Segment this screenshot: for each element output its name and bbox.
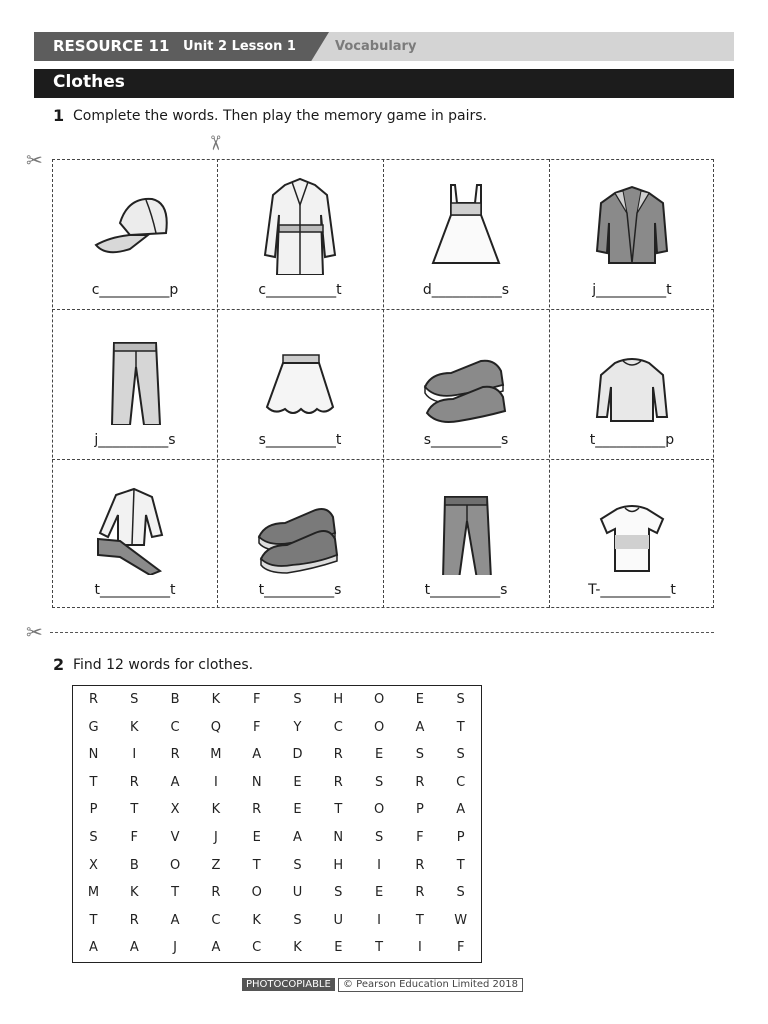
word-search-letter[interactable]: S (293, 692, 302, 707)
jacket-icon (587, 175, 677, 275)
word-search-letter[interactable]: H (333, 857, 344, 873)
word-search-letter[interactable]: V (170, 830, 180, 845)
word-search-letter[interactable]: W (454, 912, 468, 928)
word-search-letter[interactable]: I (377, 912, 382, 928)
word-search-letter[interactable]: J (173, 940, 178, 956)
word-search-letter[interactable]: A (252, 747, 262, 763)
scissors-icon: ✂ (203, 134, 228, 152)
word-search-letter[interactable]: T (171, 885, 180, 901)
word-search-letter[interactable]: F (130, 830, 139, 845)
tshirt-icon (587, 475, 677, 575)
word-search-letter[interactable]: A (293, 830, 302, 845)
word-search-letter[interactable]: T (375, 940, 384, 956)
card-dress (384, 160, 548, 310)
word-search-letter[interactable]: N (333, 830, 344, 845)
word-search-letter[interactable]: S (293, 912, 302, 928)
card-jacket (550, 160, 714, 310)
page-title: Clothes (53, 72, 125, 92)
word-search-letter[interactable]: Z (211, 857, 221, 873)
card-skirt (218, 310, 382, 460)
card-word: s__________s (423, 432, 509, 448)
word-search-letter[interactable]: Y (293, 719, 302, 735)
word-search-letter[interactable]: I (377, 857, 382, 873)
word-search-letter[interactable]: K (130, 719, 139, 735)
word-search-letter[interactable]: S (456, 747, 465, 763)
card-trainers (218, 460, 382, 610)
word-search-letter[interactable]: C (170, 719, 180, 735)
card-word: t__________s (258, 582, 342, 598)
word-search-letter[interactable]: T (252, 857, 261, 873)
exercise2-number: 2 (53, 655, 65, 674)
word-search-letter[interactable]: O (373, 802, 385, 818)
word-search-letter[interactable]: A (170, 774, 180, 790)
word-search-letter[interactable]: C (252, 940, 262, 956)
exercise1-instruction: Complete the words. Then play the memory game in pairs. (73, 108, 488, 124)
cut-line (50, 632, 714, 633)
word-search-letter[interactable]: R (252, 802, 262, 818)
word-search-letter[interactable]: B (129, 857, 139, 873)
word-search-letter[interactable]: K (211, 692, 221, 707)
word-search-letter[interactable]: U (292, 885, 303, 901)
card-word: j__________t (592, 282, 672, 298)
word-search-letter[interactable]: S (415, 747, 425, 763)
word-search-letter[interactable]: E (252, 830, 261, 845)
word-search-letter[interactable]: R (211, 885, 221, 901)
word-search-letter[interactable]: K (130, 885, 139, 901)
word-search-letter[interactable]: Q (210, 719, 221, 735)
word-search-letter[interactable]: G (88, 719, 99, 735)
word-search-letter[interactable]: P (415, 802, 424, 818)
word-search-letter[interactable]: J (213, 830, 218, 845)
word-search-letter[interactable]: E (374, 885, 384, 901)
word-search-letter[interactable]: U (333, 912, 344, 928)
word-search-letter[interactable]: H (333, 692, 344, 707)
word-search-letter[interactable]: C (456, 774, 466, 790)
word-search-letter[interactable]: S (89, 830, 98, 845)
word-search-letter[interactable]: N (251, 774, 262, 790)
card-tracksuit (53, 460, 217, 610)
card-shoes (384, 310, 548, 460)
word-search-letter[interactable]: R (415, 857, 425, 873)
word-search-letter[interactable]: I (417, 940, 422, 956)
card-cap (53, 160, 217, 310)
word-search-letter[interactable]: K (211, 802, 221, 818)
word-search-letter[interactable]: S (130, 692, 139, 707)
word-search-letter[interactable]: O (373, 692, 385, 707)
word-search-letter[interactable]: S (456, 692, 465, 707)
word-search-letter[interactable]: T (334, 802, 343, 818)
card-tshirt (550, 460, 714, 610)
trainers-icon (255, 475, 345, 575)
word-search-letter[interactable]: K (293, 940, 302, 956)
card-word: j__________s (94, 432, 176, 448)
jeans-icon (90, 325, 180, 425)
word-search-letter[interactable]: C (333, 719, 343, 735)
card-word: c__________t (258, 282, 342, 298)
word-search-letter[interactable]: T (89, 912, 98, 928)
word-search-letter[interactable]: R (415, 774, 425, 790)
word-search-letter[interactable]: A (129, 940, 139, 956)
word-search-letter[interactable]: S (293, 857, 302, 873)
coat-icon (255, 175, 345, 275)
word-search-letter[interactable]: T (89, 774, 98, 790)
word-search-letter[interactable]: E (415, 692, 424, 707)
card-coat (218, 160, 382, 310)
word-search-letter[interactable]: R (129, 774, 139, 790)
word-search-letter[interactable]: A (456, 802, 466, 818)
copyright-text: © Pearson Education Limited 2018 (338, 978, 523, 992)
card-word: t__________t (94, 582, 176, 598)
scissors-icon: ✂ (26, 620, 43, 644)
word-search-letter[interactable]: F (456, 940, 465, 956)
top-icon (587, 325, 677, 425)
word-search-letter[interactable]: N (88, 747, 99, 763)
word-search-letter[interactable]: T (130, 802, 139, 818)
word-search-letter[interactable]: F (252, 692, 261, 707)
card-word: s__________t (258, 432, 342, 448)
card-word: d__________s (422, 282, 510, 298)
word-search-letter[interactable]: E (293, 774, 302, 790)
word-search-letter[interactable]: D (292, 747, 303, 763)
word-search-letter[interactable]: T (456, 719, 465, 735)
card-top (550, 310, 714, 460)
word-search-letter[interactable]: A (415, 719, 425, 735)
card-trousers (384, 460, 548, 610)
card-word: t__________p (589, 432, 675, 448)
word-search-letter[interactable]: R (129, 912, 139, 928)
exercise2-instruction: Find 12 words for clothes. (73, 657, 254, 673)
exercise1-number: 1 (53, 106, 65, 125)
tracksuit-icon (90, 475, 180, 575)
title-bar (34, 69, 734, 98)
trousers-icon (421, 475, 511, 575)
word-search-letter[interactable]: R (333, 774, 343, 790)
word-search-letter[interactable]: A (211, 940, 221, 956)
resource-label: RESOURCE 11 (53, 37, 170, 55)
word-search-letter[interactable]: A (170, 912, 180, 928)
word-search-letter[interactable]: M (87, 885, 100, 901)
word-search-letter[interactable]: I (132, 747, 137, 763)
word-search-letter[interactable]: K (252, 912, 261, 928)
word-search-letter[interactable]: T (456, 857, 465, 873)
word-search-letter[interactable]: E (374, 747, 384, 763)
word-search-letter[interactable]: O (373, 719, 385, 735)
section-label: Vocabulary (335, 39, 417, 54)
card-word: t__________s (424, 582, 508, 598)
word-search-letter[interactable]: C (211, 912, 221, 928)
photocopiable-label: PHOTOCOPIABLE (242, 978, 335, 991)
word-search-letter[interactable]: E (334, 940, 343, 956)
word-search-letter[interactable]: F (416, 830, 424, 845)
word-search-grid (72, 685, 482, 963)
card-word: T-__________t (588, 582, 676, 598)
word-search-letter[interactable]: O (169, 857, 181, 873)
word-search-letter[interactable]: S (374, 830, 384, 845)
word-search-letter[interactable]: R (333, 747, 343, 763)
word-search-letter[interactable]: R (415, 885, 425, 901)
scissors-icon: ✂ (26, 148, 43, 172)
word-search-letter[interactable]: R (88, 692, 99, 707)
word-search-letter[interactable]: S (334, 885, 343, 901)
word-search-letter[interactable]: P (456, 830, 465, 845)
card-word: c__________p (91, 282, 179, 298)
word-search-letter[interactable]: P (89, 802, 98, 818)
word-search-letter[interactable]: S (456, 885, 465, 901)
shoes-icon (421, 325, 511, 425)
cap-icon (90, 175, 180, 270)
dress-icon (421, 175, 511, 275)
word-search-letter[interactable]: O (251, 885, 262, 901)
word-search-letter[interactable]: X (89, 857, 98, 873)
word-search-letter[interactable]: E (293, 802, 302, 818)
word-search-letter[interactable]: R (170, 747, 180, 763)
word-search-letter[interactable]: S (374, 774, 384, 790)
word-search-letter[interactable]: X (170, 802, 180, 818)
word-search-letter[interactable]: M (210, 747, 222, 763)
word-search-letter[interactable]: I (213, 774, 218, 790)
card-jeans (53, 310, 217, 460)
skirt-icon (255, 325, 345, 425)
word-search-letter[interactable]: F (252, 719, 261, 735)
word-search-letter[interactable]: A (89, 940, 98, 956)
unit-lesson-label: Unit 2 Lesson 1 (183, 39, 296, 54)
word-search-letter[interactable]: T (415, 912, 424, 928)
word-search-letter[interactable]: B (170, 692, 180, 707)
